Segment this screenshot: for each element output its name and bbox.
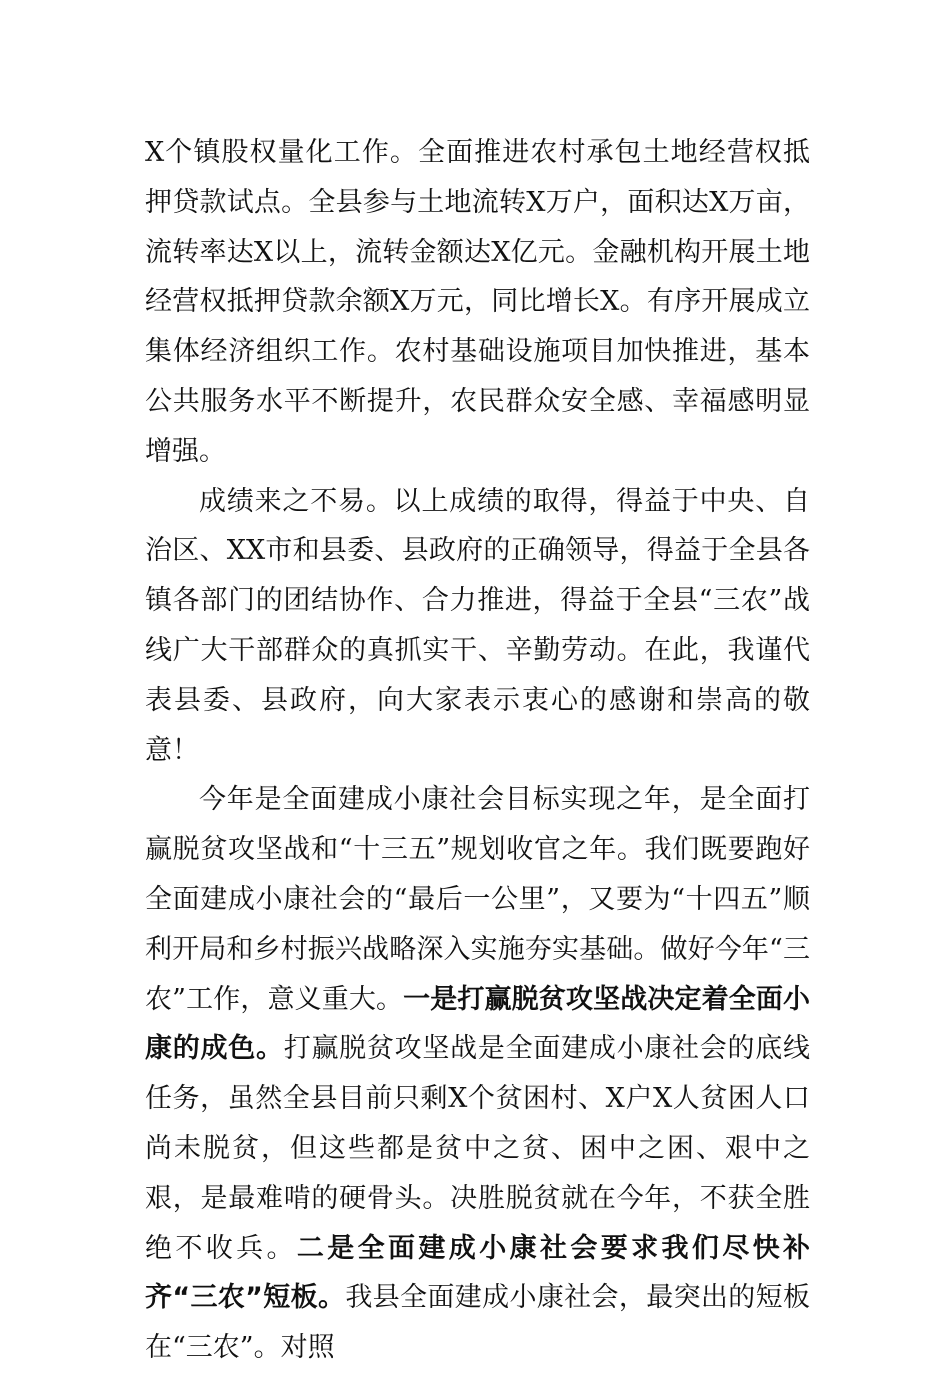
paragraph-text: X个镇股权量化工作。全面推进农村承包土地经营权抵押贷款试点。全县参与土地流转X万户，面积达X万亩，流转率达X以上，流转金额达X亿元。金融机构开展土地经营权抵押贷款余额X万元，同比增长X。有序开展成立集体经济组织工作。农村基础设施项目加快推进，基本公共服务水平不断提升，农民群众安全感、幸福感明显增强。 bbox=[145, 137, 810, 467]
paragraph-text: 打赢脱贫攻坚战是全面建成小康社会的底线任务，虽然全县目前只剩X个贫困村、X户X人贫困人口尚未脱贫，但这些都是贫中之贫、困中之困、艰中之艰，是最难啃的硬骨头。决胜脱贫就在今年，不获全胜绝不收兵。 bbox=[145, 1033, 811, 1264]
document-body bbox=[145, 128, 810, 1373]
paragraph-achievements-thanks bbox=[145, 477, 810, 776]
paragraph-text: 今年是全面建成小康社会目标实现之年，是全面打赢脱贫攻坚战和“十三五”规划收官之年。我们既要跑好全面建成小康社会的“最后一公里”，又要为“十四五”顺利开局和乡村振兴战略深入实施夯实基础。做好今年“三农”工作，意义重大。 bbox=[145, 784, 810, 1015]
paragraph-text: 我县全面建成小康社会，最突出的短板在“三农”。对照 bbox=[145, 1282, 810, 1364]
paragraph-text: 成绩来之不易。以上成绩的取得，得益于中央、自治区、XX市和县委、县政府的正确领导，得益于全县各镇各部门的团结协作、合力推进，得益于全县“三农”战线广大干部群众的真抓实干、辛勤劳动。在此，我谨代表县委、县政府，向大家表示衷心的感谢和崇高的敬意！ bbox=[145, 485, 810, 766]
paragraph-this-year-significance bbox=[145, 775, 810, 1373]
bold-heading-point-one: 一是打赢脱贫攻坚战决定着全面小康的成色。 bbox=[145, 983, 810, 1065]
bold-heading-point-two: 二是全面建成小康社会要求我们尽快补齐“三农”短板。 bbox=[145, 1232, 811, 1314]
paragraph-rural-reform bbox=[145, 128, 810, 477]
